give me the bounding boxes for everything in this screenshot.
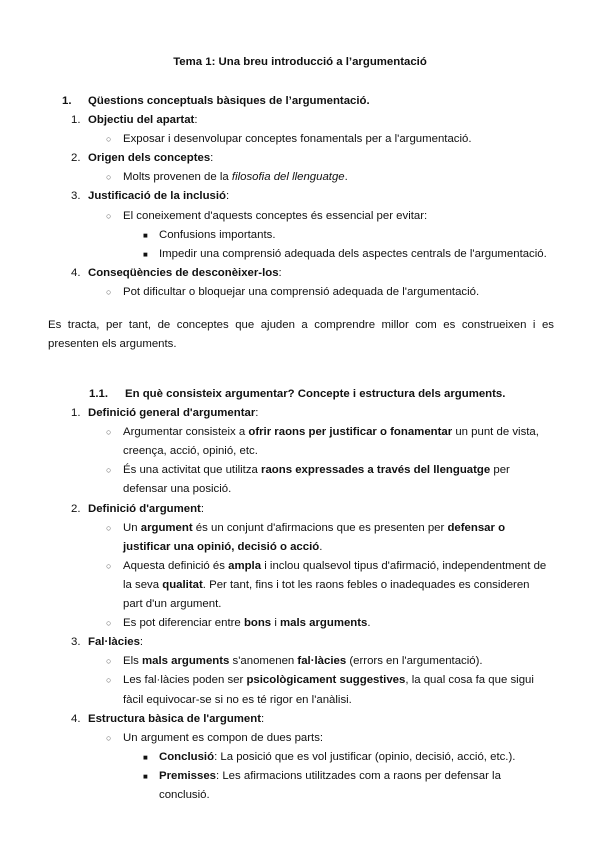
- item-text: [88, 710, 600, 729]
- text-run: El coneixement d'aquests conceptes és essencial per evitar:: [123, 209, 428, 222]
- item-text: [123, 461, 551, 499]
- text-run: :: [200, 502, 204, 515]
- bullet-item: [0, 461, 600, 499]
- list-item: [0, 264, 600, 283]
- text-run: .: [344, 171, 348, 184]
- item-text: [159, 767, 551, 805]
- list-number: 4.: [71, 712, 81, 725]
- bullet-item: [0, 729, 600, 748]
- text-run: : Les afirmacions utilitzades com a raons per defensar la conclusió.: [159, 769, 501, 801]
- square-bullet-icon: ■: [143, 230, 148, 240]
- text-run: Un: [123, 521, 141, 534]
- bold-text: fal·làcies: [297, 655, 347, 668]
- document-title: Tema 1: Una breu introducció a l’argumentació: [173, 56, 427, 68]
- item-text: [88, 149, 600, 168]
- summary-paragraph: [0, 316, 600, 354]
- circle-bullet-icon: ○: [106, 134, 112, 145]
- bullet-item: [0, 652, 600, 671]
- circle-bullet-icon: ○: [106, 172, 112, 183]
- text-run: Un argument es compon de dues parts:: [123, 731, 324, 744]
- bold-text: Justificació de la inclusió: [88, 190, 226, 203]
- bold-text: Conclusió: [159, 750, 215, 763]
- list-number: 1.: [71, 114, 81, 127]
- item-text: [123, 671, 551, 709]
- text-run: :: [226, 190, 230, 203]
- bold-text: ampla: [228, 559, 262, 572]
- list-item: [0, 500, 600, 519]
- subsection-number: 1.1.: [89, 388, 108, 400]
- text-run: , la qual cosa fa que sigui fàcil equivocar-se si no es té rigor en l'anàlisi.: [123, 674, 534, 706]
- sub-bullet-item: [0, 226, 600, 245]
- bold-text: defensar o justificar una opinió, decisió o acció: [123, 521, 506, 553]
- text-run: :: [139, 636, 144, 649]
- list-item: [0, 404, 600, 423]
- bold-text: Objectiu del apartat: [88, 114, 195, 127]
- item-text: [123, 729, 551, 748]
- text-run: un punt de vista, creença, acció, opinió, etc.: [123, 426, 539, 458]
- text-run: Confusions importants.: [159, 228, 276, 241]
- bold-text: Origen dels conceptes: [88, 152, 211, 165]
- item-text: [123, 614, 551, 633]
- text-run: . Per tant, fins i tot les raons febles o inadequades es consideren part d'un argument.: [123, 578, 530, 611]
- list-number: 4.: [71, 266, 81, 279]
- circle-bullet-icon: ○: [106, 675, 112, 686]
- paragraph-text: Es tracta, per tant, de conceptes que ajuden a comprendre millor com es construeixen i es presenten els arguments.: [48, 319, 554, 351]
- text-run: .: [367, 617, 371, 630]
- text-run: Pot dificultar o bloquejar una comprensió adequada de l'argumentació.: [123, 285, 480, 298]
- bold-text: Definició d'argument: [88, 502, 201, 515]
- square-bullet-icon: ■: [143, 249, 148, 259]
- text-run: i inclou qualsevol tipus d'afirmació, independentment de la seva: [123, 559, 547, 591]
- bullet-item: [0, 207, 600, 226]
- text-run: és un conjunt d'afirmacions que es presenten per: [192, 521, 448, 534]
- text-run: per defensar una posició.: [123, 464, 510, 496]
- bold-text: mals arguments: [280, 617, 368, 630]
- circle-bullet-icon: ○: [106, 618, 112, 629]
- bold-text: Conseqüències de desconèixer-los: [88, 266, 279, 279]
- circle-bullet-icon: ○: [106, 656, 112, 667]
- subsection-heading: [0, 385, 600, 404]
- list-number: 3.: [71, 190, 81, 203]
- bullet-item: [0, 557, 600, 614]
- item-text: [88, 500, 600, 519]
- sub-bullet-item: [0, 767, 600, 805]
- list-number: 3.: [71, 636, 81, 649]
- text-run: :: [278, 266, 282, 279]
- circle-bullet-icon: ○: [106, 286, 112, 297]
- text-run: Els: [123, 655, 142, 668]
- sub-bullet-item: [0, 245, 600, 264]
- list-item: [0, 149, 600, 168]
- square-bullet-icon: ■: [143, 752, 148, 762]
- bold-text: argument: [140, 521, 193, 534]
- item-text: [88, 633, 600, 652]
- list-number: 2.: [71, 152, 81, 165]
- list-item: [0, 187, 600, 206]
- text-run: Molts provenen de la: [123, 171, 232, 184]
- section-1-1-list: [0, 404, 600, 805]
- circle-bullet-icon: ○: [106, 210, 112, 221]
- text-run: Aquesta definició és: [123, 559, 229, 572]
- text-run: Impedir una comprensió adequada dels aspectes centrals de l'argumentació.: [159, 247, 547, 260]
- item-text: [123, 423, 551, 461]
- circle-bullet-icon: ○: [106, 732, 112, 743]
- bold-text: qualitat: [162, 578, 203, 591]
- item-text: [123, 207, 551, 226]
- bold-text: bons: [243, 617, 272, 630]
- circle-bullet-icon: ○: [106, 427, 112, 438]
- item-text: [88, 111, 600, 130]
- bullet-item: [0, 423, 600, 461]
- list-item: [0, 633, 600, 652]
- square-bullet-icon: ■: [143, 771, 148, 781]
- text-run: : La posició que es vol justificar (opinio, decisió, acció, etc.).: [214, 750, 516, 763]
- bullet-item: [0, 519, 600, 557]
- item-text: [123, 519, 551, 557]
- text-run: :: [261, 712, 265, 725]
- bold-text: ofrir raons per justificar o fonamentar: [248, 426, 453, 439]
- bullet-item: [0, 614, 600, 633]
- bold-text: Definició general d'argumentar: [88, 407, 256, 420]
- item-text: [159, 226, 551, 245]
- text-run: .: [319, 540, 323, 553]
- section-title: Qüestions conceptuals bàsiques de l’argumentació.: [88, 95, 370, 107]
- bullet-item: [0, 283, 600, 302]
- list-number: 2.: [71, 502, 81, 515]
- italic-text: filosofia del llenguatge: [231, 171, 345, 184]
- item-text: [123, 557, 551, 614]
- item-text: [159, 245, 551, 264]
- text-run: :: [194, 114, 198, 127]
- sub-bullet-item: [0, 748, 600, 767]
- list-item: [0, 111, 600, 130]
- text-run: :: [210, 152, 214, 165]
- list-number: 1.: [71, 407, 81, 420]
- bold-text: psicològicament suggestives: [246, 674, 406, 687]
- item-text: [159, 748, 551, 767]
- bold-text: raons expressades a través del llenguatge: [261, 464, 491, 477]
- item-text: [123, 168, 551, 187]
- item-text: [88, 264, 600, 283]
- section-1-1: [0, 385, 600, 805]
- item-text: [123, 130, 551, 149]
- text-run: Les fal·làcies poden ser: [123, 674, 247, 687]
- bullet-item: [0, 168, 600, 187]
- item-text: [123, 283, 551, 302]
- section-number: 1.: [62, 95, 72, 107]
- circle-bullet-icon: ○: [106, 522, 112, 533]
- list-item: [0, 710, 600, 729]
- item-text: [88, 404, 600, 423]
- text-run: (errors en l'argumentació).: [346, 655, 483, 668]
- section-heading: [0, 92, 600, 111]
- section-1-list: [0, 111, 600, 302]
- text-run: Exposar i desenvolupar conceptes fonamentals per a l'argumentació.: [123, 133, 472, 146]
- bold-text: Premisses: [159, 769, 216, 782]
- bullet-item: [0, 671, 600, 709]
- text-run: :: [255, 407, 259, 420]
- bold-text: Estructura bàsica de l'argument: [88, 712, 261, 725]
- subsection-title: En què consisteix argumentar? Concepte i estructura dels arguments.: [125, 388, 506, 400]
- section-1: [0, 92, 600, 302]
- text-run: s'anomenen: [229, 655, 298, 668]
- bold-text: Fal·làcies: [88, 636, 140, 649]
- text-run: És una activitat que utilitza: [123, 464, 262, 477]
- text-run: Es pot diferenciar entre: [123, 617, 244, 630]
- bold-text: mals arguments: [142, 655, 230, 668]
- text-run: i: [271, 617, 281, 630]
- item-text: [88, 187, 600, 206]
- item-text: [123, 652, 551, 671]
- circle-bullet-icon: ○: [106, 465, 112, 476]
- bullet-item: [0, 130, 600, 149]
- text-run: Argumentar consisteix a: [123, 426, 249, 439]
- circle-bullet-icon: ○: [106, 560, 112, 571]
